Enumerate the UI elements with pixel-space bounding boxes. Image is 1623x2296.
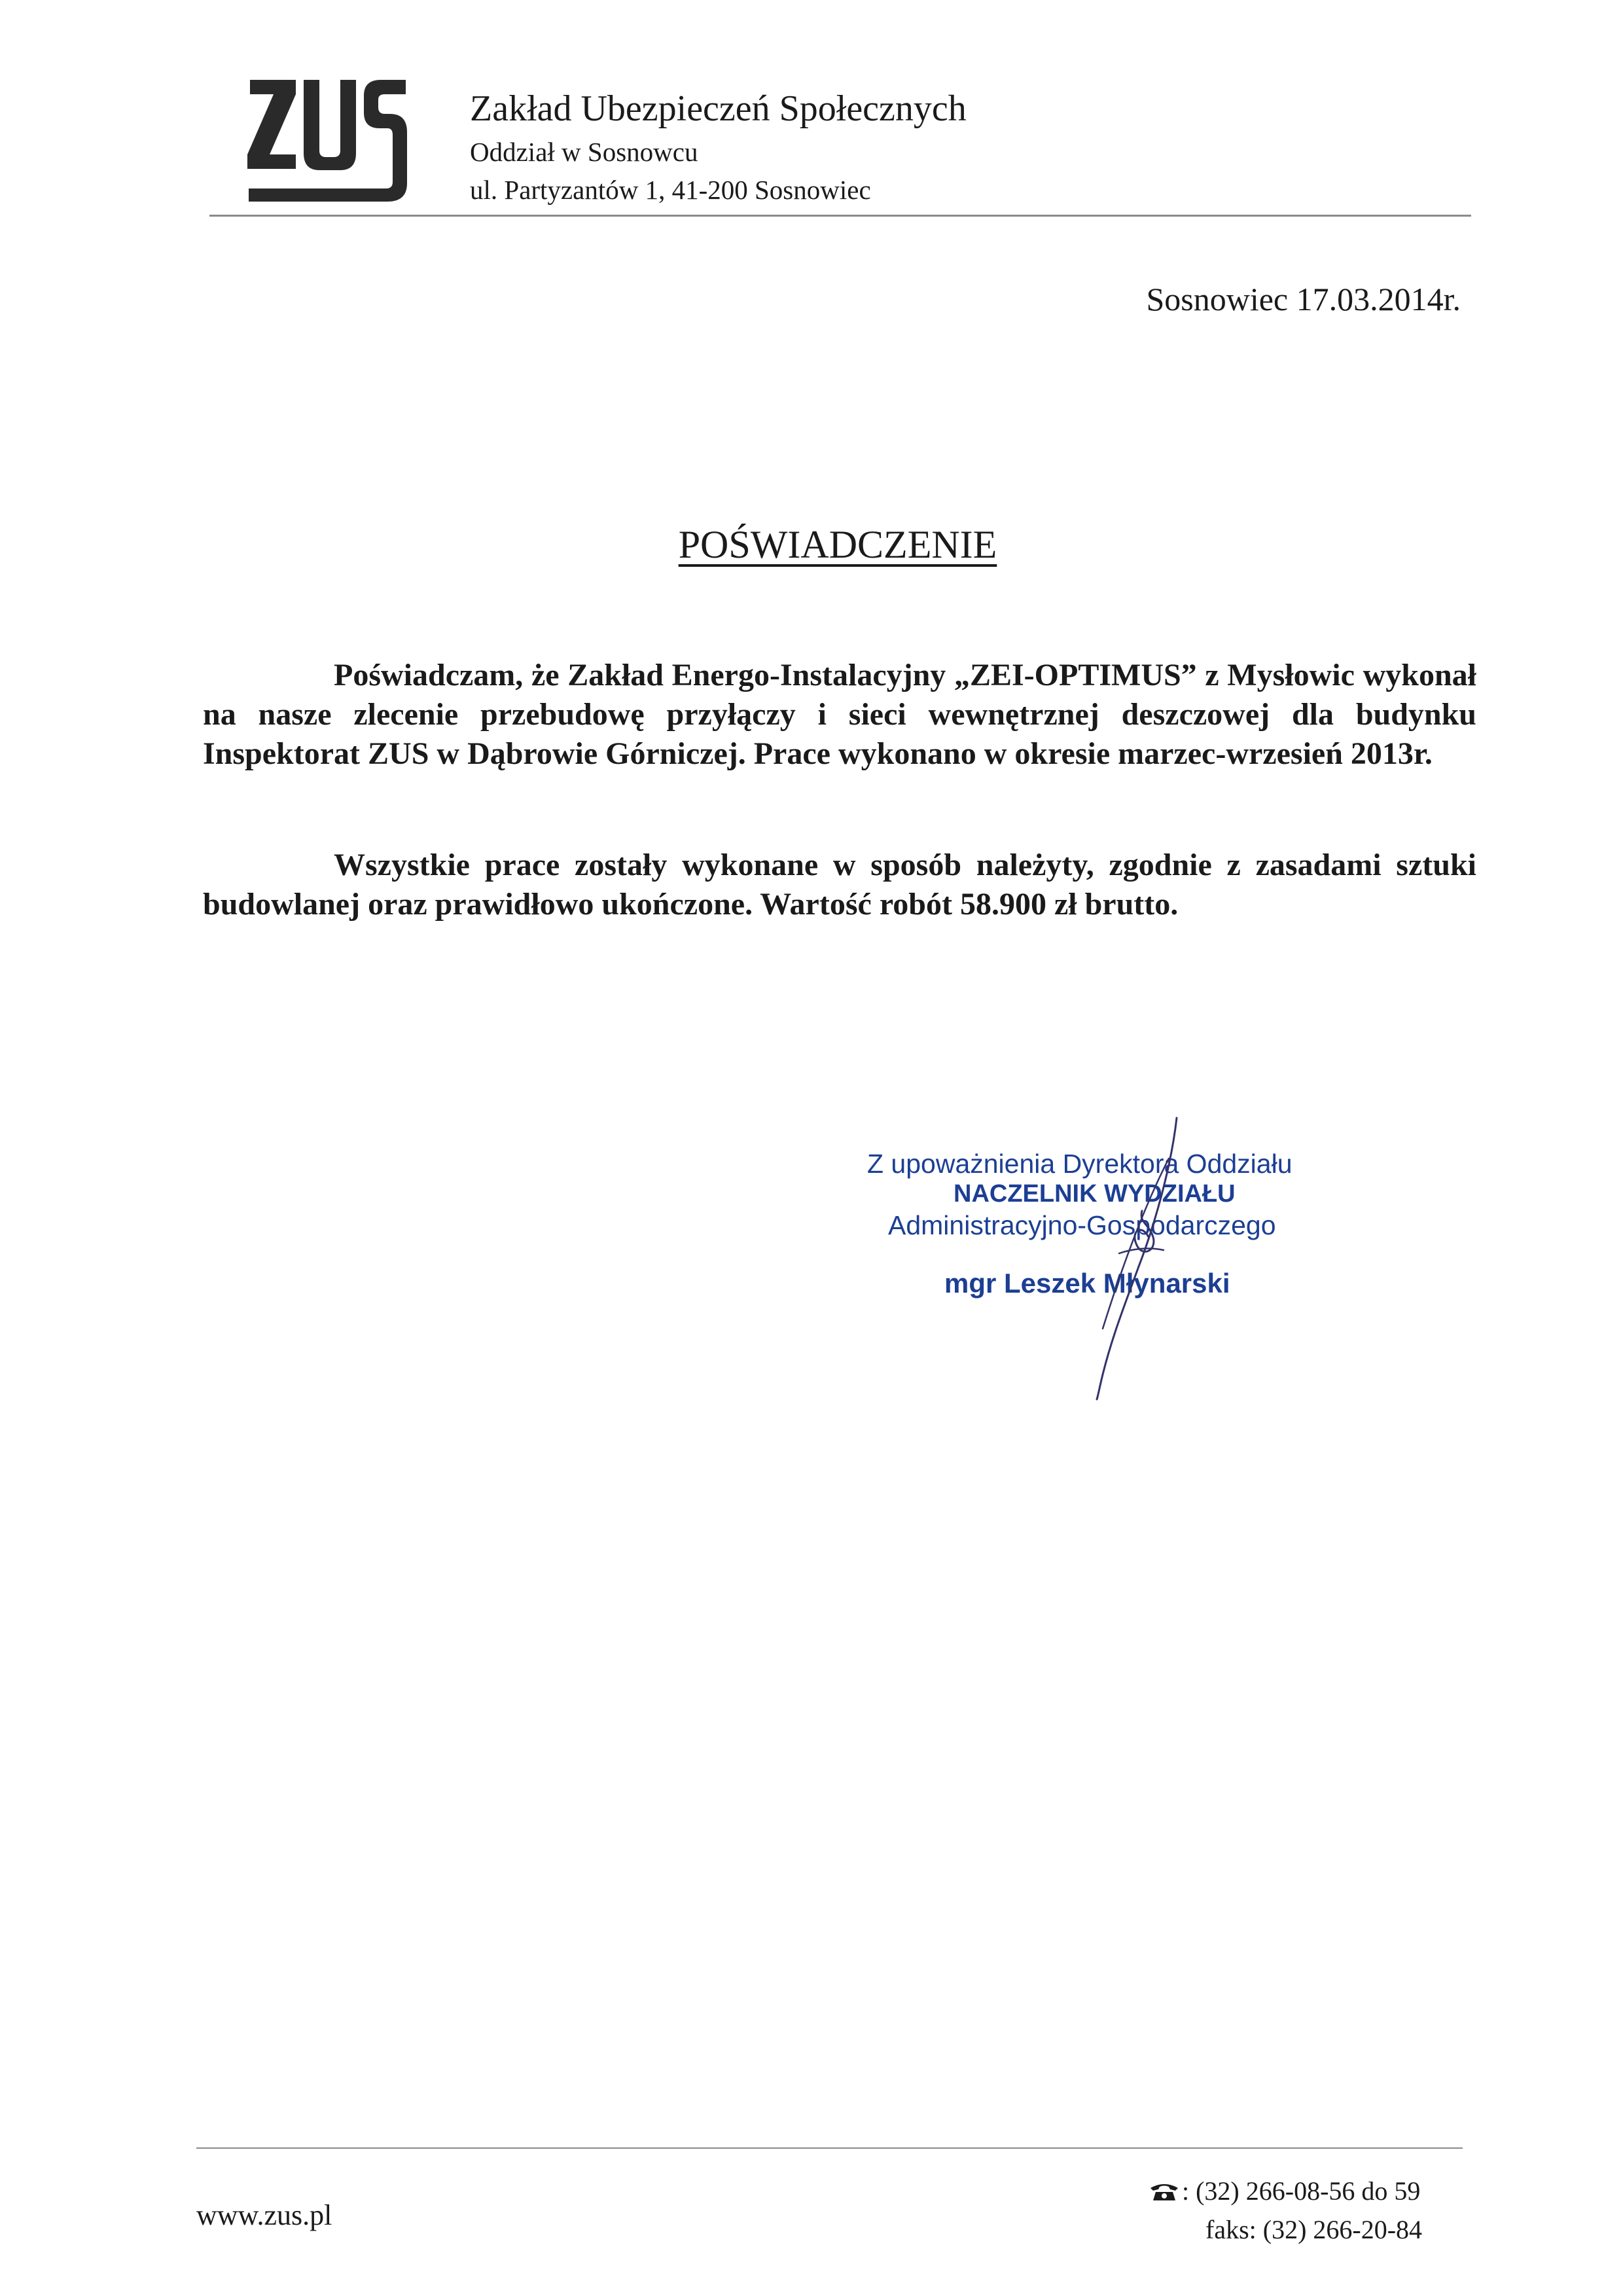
- zus-logo: [236, 72, 419, 203]
- stamp-signatory-name: mgr Leszek Młynarski: [944, 1268, 1230, 1299]
- phone-number: [1149, 2178, 1420, 2204]
- body-paragraph-2: Wszystkie prace zostały wykonane w sposób należyty, zgodnie z zasadami sztuki budowlanej oraz prawidłowo ukończone. Wartość robót 58.900 zł brutto.: [203, 848, 1476, 922]
- body-paragraph-1: Poświadczam, że Zakład Energo-Instalacyjny „ZEI-OPTIMUS” z Mysłowic wykonał na nasze zlecenie przebudowę przyłączy i sieci wewnętrznej deszczowej dla budynku Inspektorat ZUS w Dąbrowie Górniczej. Prace wykonano w okresie marzec-wrzesień 2013r.: [203, 658, 1476, 771]
- document-title-text: POŚWIADCZENIE: [678, 523, 997, 566]
- stamp-authorization-line: Z upoważnienia Dyrektora Oddziału: [867, 1149, 1293, 1179]
- organization-branch: Oddział w Sosnowcu: [470, 137, 698, 167]
- phone-number-text: : (32) 266-08-56 do 59: [1182, 2176, 1421, 2206]
- fax-number: faks: (32) 266-20-84: [1205, 2215, 1423, 2244]
- stamp-department-line: Administracyjno-Gospodarczego: [888, 1210, 1276, 1240]
- handwritten-signature: [1008, 1113, 1230, 1401]
- document-title: [0, 525, 1623, 564]
- website-link[interactable]: www.zus.pl: [196, 2199, 332, 2231]
- document-date: Sosnowiec 17.03.2014r.: [1146, 281, 1461, 317]
- organization-name: Zakład Ubezpieczeń Społecznych: [470, 88, 967, 129]
- stamp-position-line: NACZELNIK WYDZIAŁU: [954, 1180, 1236, 1208]
- organization-address: ul. Partyzantów 1, 41-200 Sosnowiec: [470, 175, 871, 205]
- footer-divider: [196, 2147, 1463, 2149]
- header-divider: [209, 215, 1471, 217]
- telephone-icon: [1149, 2181, 1179, 2201]
